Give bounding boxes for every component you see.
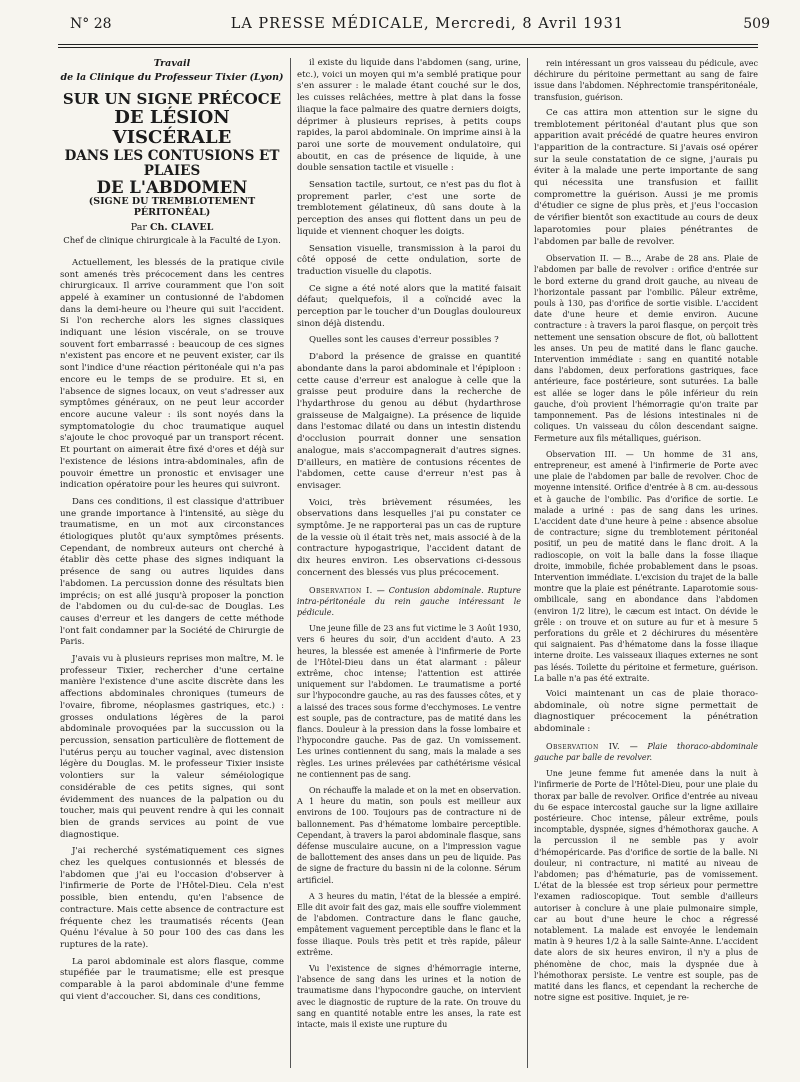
page-number: 509: [743, 16, 770, 32]
observation-4: [534, 741, 758, 1004]
column-1: [60, 58, 284, 1008]
observation-text: — B..., Arabe de 28 ans. Plaie de l'abdomen par balle de revolver : orifice d'entrée sur le bord externe du grand droit gauche, au niveau de l'horizontale passant par l'ombilic. Pâleur extrême, pouls à 130, pas d'orifice de sortie visible. L'accident date d'une heure et demie environ. Aucune contracture : à travers la paroi flasque, on perçoit très nettement une sensation obscure de flot, où ballottent les anses. Un peu de matité dans le flanc gauche. Intervention immédiate : sang en quantité notable dans l'abdomen, deux perforations gastriques, face antérieure, face postérieure, sont suturées. La balle est allée se loger dans le pôle inférieur du rein gauche, d'où provient l'hémorragie qu'on traite par tamponnement. Pas de lésions intestinales ni de coliques. Un vaisseau du côlon descendant saigne. Fermeture aux fils métalliques, guérison.: [534, 254, 759, 443]
issue-number: N° 28: [70, 16, 112, 32]
paragraph: On réchauffe la malade et on la met en observation. A 1 heure du matin, son pouls est meilleur aux environs de 100. Toujours pas de contracture ni de ballonnement. Pas d'hématome lombaire perceptible. Cependant, à travers la paroi abdominale flasque, sans défense musculaire aucune, on a l'impression vague de ballottement des anses dans un peu de liquide. Pas de signe de fracture du bassin ni de la colonne. Sérum artificiel.: [297, 785, 521, 885]
article-kicker: Travail: [153, 58, 191, 69]
observation-3: [534, 449, 758, 684]
byline: [60, 222, 284, 234]
observation-title: — Plaie thoraco-abdominale gauche par balle de revolver.: [534, 741, 759, 762]
observation-paragraph: [534, 449, 758, 684]
headline-line-1: SUR UN SIGNE PRÉCOCE: [62, 90, 282, 109]
observation-1: [297, 585, 521, 1031]
paragraph: J'avais vu à plusieurs reprises mon maître, M. le professeur Tixier, rechercher d'une certaine manière l'existence d'une ascite discrète dans les affections abdominales chroniques (tumeurs de l'ovaire, fibrome, néoplasmes gastriques, etc.) : grosses ondulations légères de la paroi abdominale provoquées par la succussion ou la percussion, sensation particulière de flottement de l'utérus perçu au toucher vaginal, avec distension légère du Douglas. M. le professeur Tixier insiste volontiers sur la valeur séméiologique considérable de ces petits signes, qui sont évidemment des nuances de la palpation ou du toucher, mais qui peuvent rendre à qui les connait bien de grands services au point de vue diagnostique.: [60, 654, 284, 840]
observation-text: — Un homme de 31 ans, entrepreneur, est amené à l'infirmerie de Porte avec une plaie de l'abdomen par balle de revolver. Choc de moyenne intensité. Orifice d'entrée à 8 cm. au-dessous et à gauche de l'ombilic. Pas d'orifice de sortie. Le malade a uriné : pas de sang dans les urines. L'accident date d'une heure à peine : absence absolue de contracture; signe du tremblotement péritonéal positif, un peu de matité dans le flanc droit. A la radioscopie, on voit la balle dans la fosse iliaque droite, immobile, fichée probablement dans le psoas. Intervention immédiate. L'excision du trajet de la balle montre que la plaie est pénétrante. Laparotomie sous-ombilicale, sang en abondance dans l'abdomen (environ 1/2 litre), le cæcum est intact. On dévide le grêle : on trouve et on suture au fur et à mesure 5 perforations du grêle et 2 déchirures du mésentère qui saignaient. Pas d'hématome dans la fosse iliaque interne droite. Les vaisseaux iliaques externes ne sont pas lésés. Toilette du péritoine et fermeture, guérison. La balle n'a pas été extraite.: [534, 449, 759, 683]
header-rule: [58, 44, 758, 45]
column-3: [534, 58, 758, 1008]
paragraph: Vu l'existence de signes d'hémorragie interne, l'absence de sang dans les urines et la notion de traumatisme dans l'hypocondre gauche, on intervient avec le diagnostic de rupture de la rate. On trouve du sang en quantité notable entre les anses, la rate est intacte, mais il existe une rupture du: [297, 964, 521, 1030]
headline-line-2: DE LÉSION VISCÉRALE: [112, 107, 232, 149]
observation-paragraph: [534, 253, 758, 443]
observation-heading: [297, 585, 521, 619]
paragraph: rein intéressant un gros vaisseau du pédicule, avec déchirure du péritoine permettant au sang de faire issue dans l'abdomen. Néphrectomie transpéritonéale, transfusion, guérison.: [534, 59, 758, 102]
paragraph: Sensation visuelle, transmission à la paroi du côté opposé de cette ondulation, sorte de traduction visuelle du clapotis.: [297, 243, 521, 277]
author-role: Chef de clinique chirurgicale à la Faculté de Lyon.: [63, 236, 281, 247]
header-rule-2: [58, 47, 758, 48]
paragraph: Une jeune fille de 23 ans fut victime le 3 Août 1930, vers 6 heures du soir, d'un accident d'auto. A 23 heures, la blessée est amenée à l'infirmerie de Porte de l'Hôtel-Dieu dans un état alarmant : pâleur extrême, choc intense; l'attention est attirée uniquement sur l'abdomen. Le traumatisme a porté sur l'hypocondre gauche, au ras des fausses côtes, et y a laissé des traces sous forme d'ecchymoses. Le ventre est souple, pas de contracture, pas de matité dans les flancs. Douleur à la pression dans la fosse lombaire et l'hypocondre gauche. Pas de gaz. Un vomissement. Les urines contiennent du sang, mais la malade a ses règles. Les urines prélevées par cathétérisme vésical ne contiennent pas de sang.: [297, 624, 521, 779]
paragraph: J'ai recherché systématiquement ces signes chez les quelques contusionnés et blessés de l'abdomen que j'ai eu l'occasion d'observer à l'infirmerie de Porte de l'Hôtel-Dieu. Cela n'est possible, bien entendu, qu'en l'absence de contracture. Mais cette absence de contracture est fréquente chez les traumatisés récents (Jean Quénu l'évalue à 50 pour 100 des cas dans les ruptures de la rate).: [60, 846, 284, 950]
observation-label: Observation III.: [546, 449, 617, 459]
observation-label: Observation I.: [309, 585, 373, 595]
observation-title: — Contusion abdominale. Rupture intra-péritonéale du rein gauche intéressant le pédicule.: [297, 585, 522, 617]
observation-1-continued: [534, 58, 758, 103]
paragraph: Une jeune femme fut amenée dans la nuit à l'infirmerie de Porte de l'Hôtel-Dieu, pour une plaie du thorax par balle de revolver. Orifice d'entrée au niveau du 6e espace intercostal gauche sur la ligne axillaire postérieure. Choc intense, pâleur extrême, pouls incomptable, dyspnée, signes d'hémothorax gauche. A la percussion il ne semble pas y avoir d'hémopéricarde. Pas d'orifice de sortie de la balle. Ni douleur, ni contracture, ni matité au niveau de l'abdomen; pas d'hématurie, pas de vomissement. L'état de la blessée est trop sérieux pour permettre l'examen radioscopique. Tout semble d'ailleurs autoriser à conclure à une plaie pulmonaire simple, car au bout d'une heure le choc a régressé notablement. La malade est envoyée le lendemain matin à 9 heures 1/2 à la salle Sainte-Anne. L'accident date alors de six heures environ, il n'y a plus de phénomène de choc, mais la dyspnée due à l'hémothorax persiste. Le ventre est souple, pas de matité dans les flancs, et cependant la recherche de notre signe est positive. Inquiet, je re-: [534, 769, 758, 1003]
paragraph: il existe du liquide dans l'abdomen (sang, urine, etc.), voici un moyen qui m'a semblé pratique pour s'en assurer : le malade étant couché sur le dos, les cuisses relâchées, mettre à plat dans la fosse iliaque la face palmaire des quatre derniers doigts, déprimer à plusieurs reprises, à petits coups rapides, la paroi abdominale. On imprime ainsi à la paroi une sorte de mouvement ondulatoire, qui aboutit, en cas de présence de liquide, à une double sensation tactile et visuelle :: [297, 58, 521, 174]
column-2: [297, 58, 521, 1035]
column-divider: [527, 58, 528, 1068]
paragraph: Actuellement, les blessés de la pratique civile sont amenés très précocement dans les centres chirurgicaux. Il arrive couramment que l'on soit appelé à examiner un contusionné de l'abdomen dans la demi-heure ou l'heure qui suit l'accident. Si l'on recherche alors les signes classiques indiquant une lésion viscérale, on se trouve souvent fort embarrassé : beaucoup de ces signes n'existent pas encore et ne peuvent exister, car ils sont l'indice d'une réaction péritonéale qui n'a pas encore eu le temps de se produire. Et si, en l'absence de signes locaux, on veut s'adresser aux symptômes généraux, on ne peut leur accorder encore aucune valeur : ils sont noyés dans la symptomatologie du choc traumatique auquel s'ajoute le choc provoqué par un transport récent. Et pourtant on aimerait être fixé d'ores et déjà sur l'existence de lésions intra-abdominales, afin de pouvoir émettre un pronostic et envisager une indication opératoire pour les heures qui suivront.: [60, 257, 284, 491]
observation-2: [534, 253, 758, 443]
headline-line-3: DANS LES CONTUSIONS ET PLAIES: [64, 147, 280, 179]
paragraph: Dans ces conditions, il est classique d'attribuer une grande importance à l'intensité, au siège du traumatisme, en un mot aux circonstances étiologiques plutôt qu'aux symptômes présents. Cependant, de nombreux auteurs ont cherché à établir dès cette phase des signes indiquant la présence de sang ou autres liquides dans l'abdomen. La percussion donne des résultats bien imprécis; on est allé jusqu'à proposer la ponction de l'abdomen ou du cul-de-sac de Douglas. Les causes d'erreur et les dangers de cette méthode l'ont fait condamner par la Société de Chirurgie de Paris.: [60, 496, 284, 648]
author-name: Ch. CLAVEL: [149, 222, 214, 234]
paragraph: Quelles sont les causes d'erreur possibles ?: [309, 335, 499, 346]
page-header: [70, 16, 770, 42]
paragraph: Voici, très brièvement résumées, les observations dans lesquelles j'ai pu constater ce symptôme. Je ne rapporterai pas un cas de rupture de la vessie où il était très net, mais associé à de la contracture hypogastrique, l'accident datant de dix heures environ. Les observations ci-dessous concernent des blessés vus plus précocement.: [297, 497, 521, 578]
paragraph: D'abord la présence de graisse en quantité abondante dans la paroi abdominale et l'épiploon : cette cause d'erreur est analogue à celle que la graisse peut produire dans la recherche de l'hydarthrose du genou au début (hydarthrose graisseuse de Malgaigne). La présence de liquide dans l'estomac dilaté ou dans un intestin distendu d'occlusion pourrait donner une sensation analogue, mais s'accompagnerait d'autres signes. D'ailleurs, en matière de contusions récentes de l'abdomen, cette cause d'erreur n'est pas à envisager.: [297, 352, 521, 491]
paragraph: Ce signe a été noté alors que la matité faisait défaut; quelquefois, il a coïncidé avec la perception par le toucher d'un Douglas douloureux sinon déjà distendu.: [297, 283, 521, 329]
headline-subtitle: (SIGNE DU TREMBLOTEMENT PÉRITONÉAL): [88, 196, 256, 218]
column-divider: [290, 58, 291, 1068]
observation-label: Observation II.: [546, 254, 609, 264]
paragraph: Voici maintenant un cas de plaie thoraco-abdominale, où notre signe permettait de diagnostiquer précocement la pénétration abdominale :: [534, 688, 758, 735]
paragraph: Sensation tactile, surtout, ce n'est pas du flot à proprement parler, c'est une sorte de tremblotement gélatineux, dû sans doute à la perception des anses qui flottent dans un peu de liquide et viennent choquer les doigts.: [297, 180, 521, 237]
paragraph: A 3 heures du matin, l'état de la blessée a empiré. Elle dit avoir fait des gaz, mais elle souffre violemment de l'abdomen. Contracture dans le flanc gauche, empâtement vaguement perceptible dans le flanc et la fosse iliaque. Pouls très petit et très rapide, pâleur extrême.: [297, 891, 521, 957]
observation-label: Observation IV.: [546, 741, 620, 751]
paragraph: Ce cas attira mon attention sur le signe du tremblotement péritonéal d'autant plus que son apparition avait précédé de quatre heures environ l'apparition de la contracture. Si j'avais osé opérer sur la seule constatation de ce signe, j'aurais pu éviter à la malade une perte importante de sang qui nécessita une transfusion et faillit compromettre la guérison. Aussi je me promis d'étudier ce signe de plus près, et j'eus l'occasion de vérifier bientôt son exactitude au cours de deux laparotomies pour plaies pénétrantes de l'abdomen par balle de revolver.: [534, 107, 758, 247]
paragraph: La paroi abdominale est alors flasque, comme stupéfiée par le traumatisme; elle est presque comparable à la paroi abdominale d'une femme qui vient d'accoucher. Si, dans ces conditions,: [60, 956, 284, 1002]
observation-heading: [534, 741, 758, 763]
article-origin: de la Clinique du Professeur Tixier (Lyon): [60, 71, 284, 83]
journal-title: LA PRESSE MÉDICALE, Mercredi, 8 Avril 1931: [230, 16, 625, 32]
headline-line-4: DE L'ABDOMEN: [96, 177, 248, 197]
byline-prefix: Par: [130, 222, 147, 234]
